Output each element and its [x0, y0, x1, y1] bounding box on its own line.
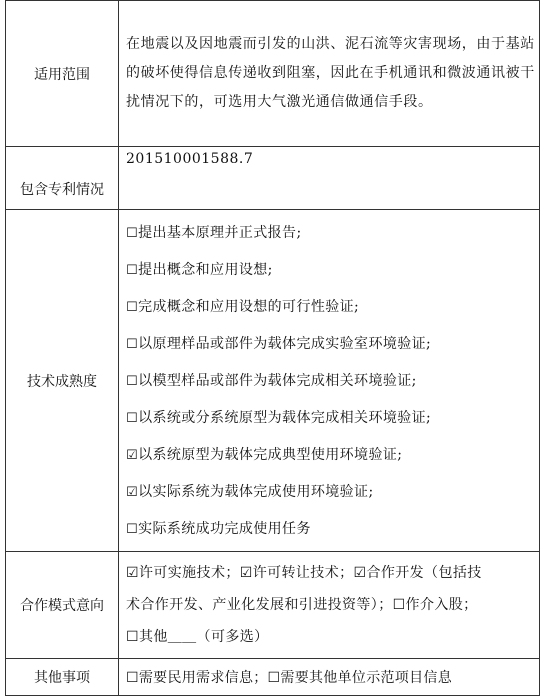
- maturity-item-8: [126, 474, 539, 511]
- maturity-item-7: [126, 437, 539, 474]
- maturity-item-text: 以系统原型为载体完成典型使用环境验证;: [138, 447, 403, 463]
- row-maturity: [6, 210, 540, 552]
- maturity-item-1: [126, 215, 539, 252]
- maturity-label: 技术成熟度: [6, 210, 119, 552]
- maturity-item-9: [126, 511, 539, 548]
- other-label: 其他事项: [6, 659, 119, 696]
- maturity-item-5: [126, 363, 539, 400]
- maturity-item-3: [126, 289, 539, 326]
- checkbox-checked-icon: ☑: [126, 485, 139, 500]
- patent-number: 201510001588.7: [126, 151, 254, 167]
- row-cooperation: [6, 552, 540, 659]
- row-patent: [6, 147, 540, 210]
- maturity-list: [119, 210, 540, 552]
- patent-label-text: 包含专利情况: [20, 182, 104, 198]
- maturity-item-text: 提出基本原理并正式报告;: [138, 225, 302, 241]
- checkbox-checked-icon: ☑: [126, 448, 139, 463]
- row-other: [6, 659, 540, 696]
- checkbox-empty-icon: ☐: [126, 374, 139, 389]
- scope-label: 适用范围: [6, 1, 119, 147]
- patent-cell: [119, 147, 540, 210]
- cooperation-line-1: ☑许可实施技术；☑许可转让技术；☑合作开发（包括技: [126, 565, 482, 581]
- checkbox-empty-icon: ☐: [126, 411, 139, 426]
- cooperation-label: 合作模式意向: [6, 552, 119, 659]
- maturity-item-text: 以模型样品或部件为载体完成相关环境验证;: [138, 373, 417, 389]
- patent-label: [6, 147, 119, 210]
- checkbox-empty-icon: ☐: [126, 522, 139, 537]
- maturity-item-text: 以系统或分系统原型为载体完成相关环境验证;: [138, 410, 432, 426]
- scope-text: 在地震以及因地震而引发的山洪、泥石流等灾害现场，由于基站的破坏使得信息传递收到阻塞，因此在手机通讯和微波通讯被干扰情况下的，可选用大气激光通信做通信手段。: [119, 1, 540, 147]
- project-info-table: [5, 0, 540, 696]
- checkbox-empty-icon: ☐: [126, 337, 139, 352]
- maturity-item-6: [126, 400, 539, 437]
- maturity-item-4: [126, 326, 539, 363]
- checkbox-empty-icon: ☐: [126, 300, 139, 315]
- maturity-item-2: [126, 252, 539, 289]
- maturity-item-text: 以原理样品或部件为载体完成实验室环境验证;: [138, 336, 432, 352]
- maturity-item-text: 完成概念和应用设想的可行性验证;: [138, 299, 360, 315]
- other-text: ☐需要民用需求信息；☐需要其他单位示范项目信息: [119, 659, 540, 696]
- checkbox-empty-icon: ☐: [126, 226, 139, 241]
- row-scope: [6, 1, 540, 147]
- maturity-item-text: 实际系统成功完成使用任务: [138, 521, 311, 537]
- cooperation-line-2: 术合作开发、产业化发展和引进投资等）；☐作介入股；: [126, 597, 478, 613]
- cooperation-line-3: ☐其他＿＿（可多选）: [126, 629, 269, 645]
- maturity-item-text: 以实际系统为载体完成使用环境验证;: [138, 484, 374, 500]
- maturity-item-text: 提出概念和应用设想;: [138, 262, 273, 278]
- checkbox-empty-icon: ☐: [126, 263, 139, 278]
- cooperation-text: [119, 552, 540, 659]
